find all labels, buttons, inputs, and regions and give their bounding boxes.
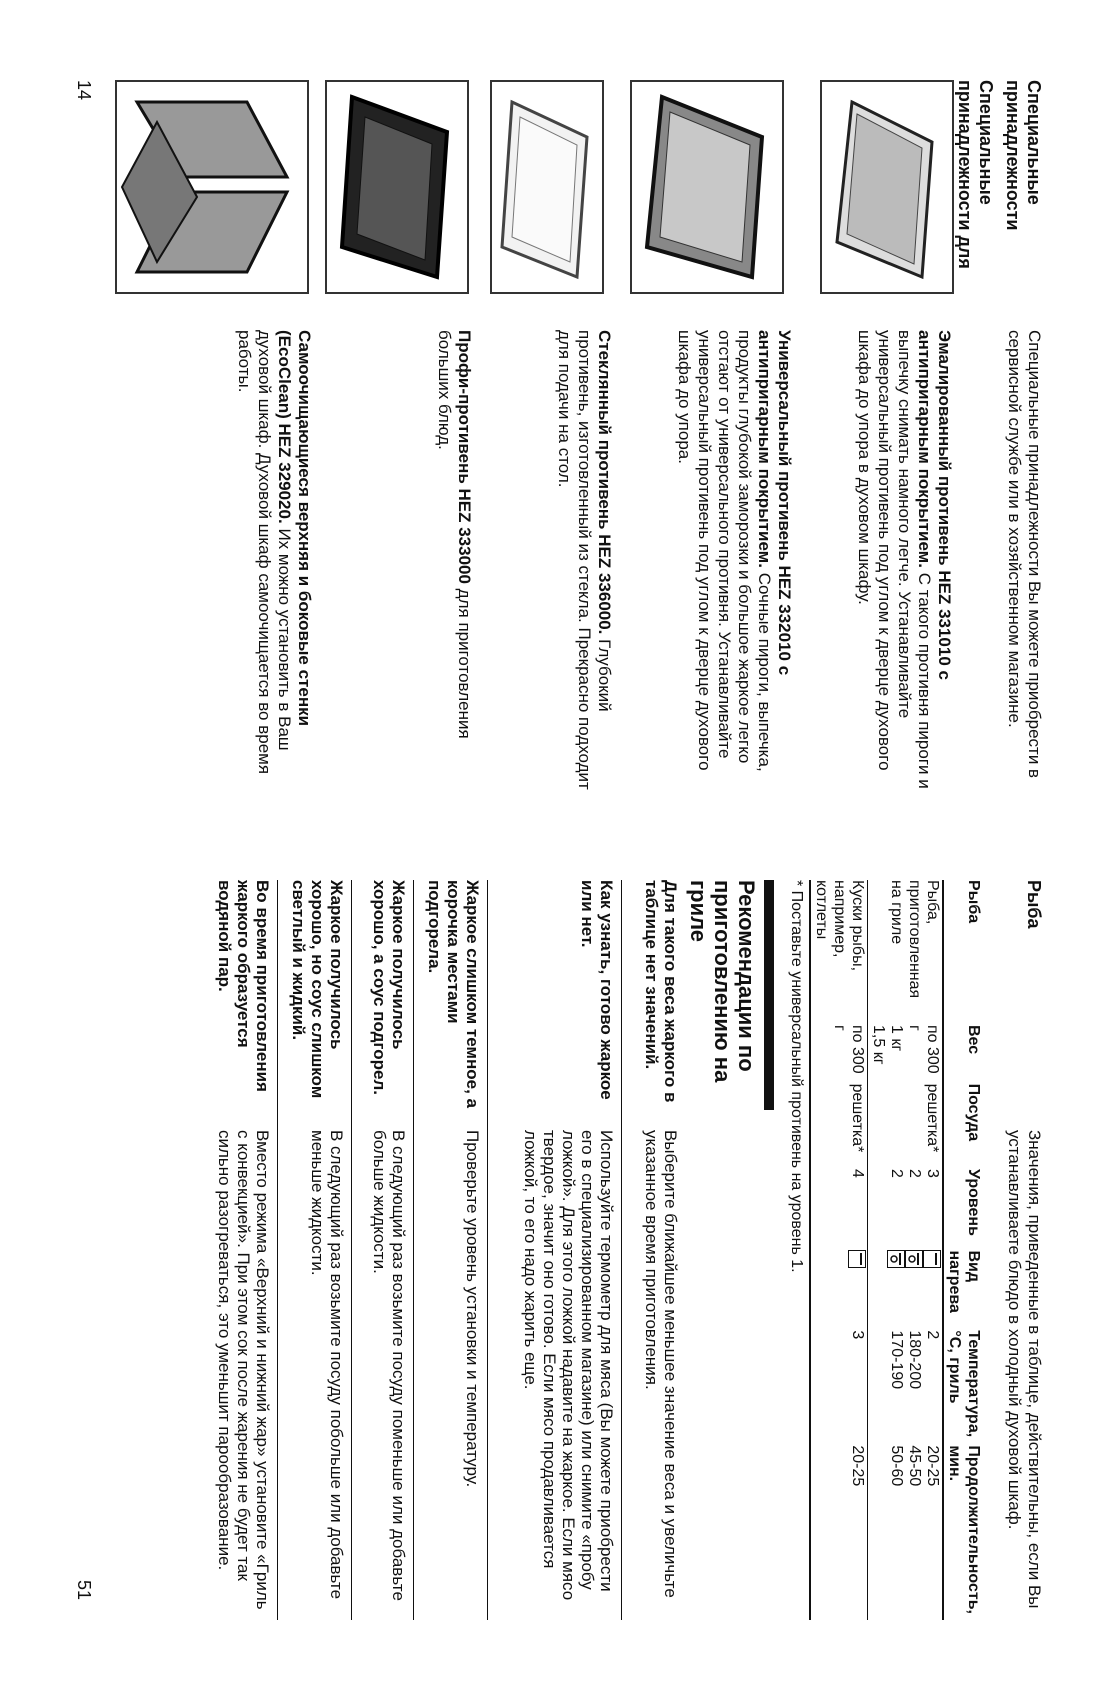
- accessory-item: [114, 80, 314, 840]
- item-text: Сочные пироги, выпечка, продукты глубокой заморозки и большое жаркое легко отстают от универсального противня. Устанавливайте универсальный противень под углом к дверце духового шкафа до упора.: [675, 330, 774, 772]
- tip-question: Жаркое получилось хорошо, а соус подгорел.: [370, 880, 408, 1096]
- tip-answer: Выберите ближайшее меньшее значение веса и увеличьте указанное время приготовления.: [642, 1130, 680, 1598]
- fish-label: Рыба: [1024, 880, 1044, 929]
- fish-table: [809, 880, 984, 1620]
- table-header: Уровень: [943, 1169, 984, 1250]
- tip-answer: Вместо режима «Верхний и нижний жар» установите «Гриль с конвекцией». При этом сок после жарения не будет так сильно разогреваться, это уменьшит парообразование.: [215, 1130, 272, 1610]
- table-row: [810, 880, 868, 1620]
- table-footnote: * Поставьте универсальный противень на уровень 1.: [788, 880, 805, 1273]
- cell-line: 50-60: [888, 1445, 905, 1487]
- accessory-item: [624, 80, 794, 840]
- table-cell: [810, 1250, 868, 1330]
- cell-line: 1 кг: [888, 1025, 905, 1052]
- tips-list: [104, 880, 684, 1620]
- table-cell: 4: [849, 1169, 866, 1178]
- tip-question: Для такого веса жаркого в таблице нет значений.: [642, 880, 680, 1103]
- item-title: Стеклянный противень HEZ 336000.: [595, 330, 614, 635]
- intro-text: Специальные принадлежности Вы можете приобрести в сервисной службе или в хозяйственном магазине.: [1005, 330, 1044, 779]
- cell-line: 180-200: [906, 1330, 923, 1390]
- table-cell: [868, 1025, 944, 1084]
- accessory-item: [324, 80, 474, 840]
- item-title: Профи-противень HEZ 333000: [455, 330, 474, 584]
- tip-answer: В следующий раз возьмите посуду поменьше или добавьте больше жидкости.: [370, 1130, 408, 1601]
- tip-answer: Проверьте уровень установки и температуру.: [463, 1130, 482, 1488]
- table-header: Температура, °C, гриль: [943, 1330, 984, 1445]
- enamel-tray-image: [820, 80, 954, 294]
- cell-line: по 300 г: [906, 1025, 941, 1074]
- table-cell: решетка*: [849, 1083, 866, 1153]
- table-cell: Куски рыбы, например, котлеты: [813, 880, 866, 972]
- table-cell: [868, 1330, 944, 1445]
- cell-line: 3: [924, 1169, 941, 1178]
- grill-icon: [923, 1250, 941, 1268]
- cell-line: 1,5 кг: [870, 1025, 887, 1065]
- tip-question: Во время приготовления жаркого образуется водяной пар.: [215, 880, 272, 1092]
- item-title: Универсальный противень HEZ 332010 с антипригарным покрытием.: [755, 330, 794, 676]
- tip-answer: В следующий раз возьмите посуду побольше или добавьте меньше жидкости.: [308, 1130, 346, 1600]
- tip-row: [351, 880, 412, 1620]
- table-cell: 3: [849, 1330, 866, 1340]
- ecoclean-walls-image: [115, 80, 309, 294]
- table-cell: 20-25: [849, 1445, 866, 1487]
- table-cell: Рыба, приготовленная на гриле: [888, 880, 941, 999]
- table-header: Вид нагрева: [943, 1250, 984, 1330]
- accessory-item: [484, 80, 614, 840]
- table-header: Вес: [943, 1025, 984, 1084]
- tip-row: [277, 880, 350, 1620]
- fish-intro: Значения, приведенные в таблице, действительны, если Вы устанавливаете блюдо в холодный духовой шкаф.: [1005, 1130, 1044, 1609]
- page-number: 14: [74, 80, 94, 101]
- universal-tray-image: [630, 80, 784, 294]
- tip-row: [186, 880, 276, 1620]
- section-title: Специальные принадлежности: [1003, 80, 1044, 231]
- pro-tray-image: [325, 80, 469, 294]
- fish-table-block: [787, 880, 984, 1620]
- tip-answer: Используйте термометр для мяса (Вы можете приобрести его в специализированном магазине) или снимите «пробу ложкой». Для этого ложкой надавите на жаркое. Если мясо твердое, значит оно готово. Если мясо продавливается ложкой, то его надо жарить еще.: [521, 1130, 616, 1601]
- cell-line: 2: [888, 1169, 905, 1178]
- cell-line: 20-25: [924, 1445, 941, 1487]
- subsection-title: Специальные принадлежности для: [955, 80, 996, 269]
- table-cell: по 300 г: [831, 1025, 866, 1074]
- item-text: Их можно установить в Ваш духовой шкаф. Духовой шкаф самоочищается во время работы.: [235, 330, 294, 775]
- table-cell: [868, 1250, 944, 1330]
- right-page: [0, 880, 1104, 1640]
- tip-row: [487, 880, 620, 1620]
- accessory-item: [804, 80, 954, 840]
- glass-tray-image: [490, 80, 604, 294]
- tip-row: [621, 880, 684, 1620]
- table-cell: [868, 1169, 944, 1250]
- cell-line: 45-50: [906, 1445, 923, 1487]
- tip-question: Как узнать, готово жаркое или нет.: [578, 880, 616, 1100]
- convection-grill-icon: [905, 1250, 923, 1268]
- tip-row: [413, 880, 486, 1620]
- table-row: [868, 880, 944, 1620]
- cell-line: 2: [924, 1330, 941, 1340]
- table-header-row: [943, 880, 984, 1620]
- item-text: Глубокий противень, изготовленный из стекла. Прекрасно подходит для подачи на стол.: [555, 330, 614, 790]
- cell-line: 2: [906, 1169, 923, 1178]
- table-header: Посуда: [943, 1084, 984, 1169]
- item-text: С такого противня пироги и выпечку снимать намного легче. Устанавливайте универсальный противень под углом к дверце духового шкафа до упора в духовом шкафу.: [855, 330, 934, 789]
- table-cell: решетка*: [924, 1083, 941, 1153]
- page-number: 51: [74, 1580, 94, 1601]
- tip-question: Жаркое слишком темное, а корочка местами подгорела.: [425, 880, 482, 1109]
- table-cell: [868, 1445, 944, 1620]
- cell-line: 170-190: [888, 1330, 905, 1390]
- convection-grill-icon: [887, 1250, 905, 1268]
- left-page: [0, 80, 1104, 840]
- item-text: для приготовления больших блюд.: [435, 330, 474, 739]
- tips-title: Рекомендации по приготовлению на гриле: [686, 880, 774, 1110]
- item-title: Самоочищающиеся верхняя и боковые стенки (EcoClean) HEZ 329020.: [275, 330, 314, 727]
- table-header: Рыба: [943, 880, 984, 1025]
- tip-question: Жаркое получилось хорошо, но соус слишком светлый и жидкий.: [289, 880, 346, 1099]
- table-header: Продолжительность, мин.: [943, 1445, 984, 1620]
- grill-icon: [848, 1250, 866, 1268]
- item-title: Эмалированный противень HEZ 331010 с антипригарным покрытием.: [915, 330, 954, 680]
